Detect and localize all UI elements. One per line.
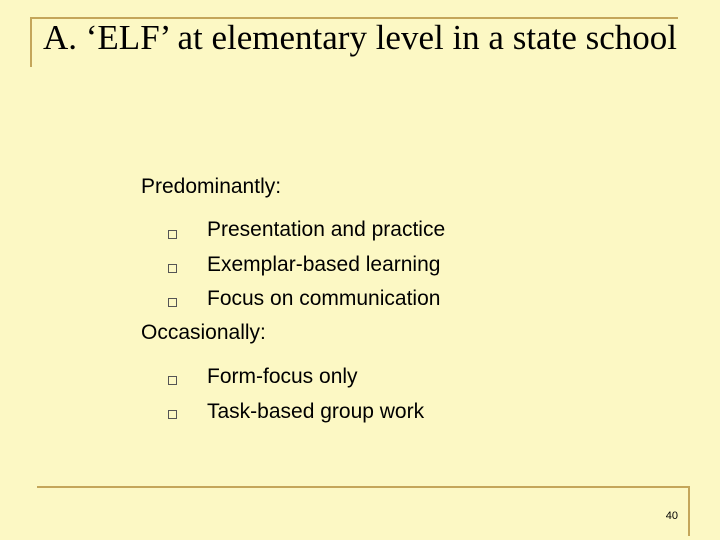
list-item: Task-based group work [207,400,425,423]
checkbox-bullet-icon [168,376,177,385]
checkbox-bullet-icon [168,410,177,419]
right-rule [688,486,690,536]
section-heading-predominantly: Predominantly: [141,175,282,198]
slide-title: A. ‘ELF’ at elementary level in a state school [43,18,677,57]
checkbox-bullet-icon [168,230,177,239]
bottom-rule [37,486,689,488]
page-number: 40 [665,510,678,522]
list-item: Form-focus only [207,365,358,388]
list-item: Exemplar-based learning [207,253,441,276]
list-item: Presentation and practice [207,218,446,241]
section-heading-occasionally: Occasionally: [141,321,266,344]
list-item: Focus on communication [207,287,441,310]
checkbox-bullet-icon [168,264,177,273]
checkbox-bullet-icon [168,298,177,307]
